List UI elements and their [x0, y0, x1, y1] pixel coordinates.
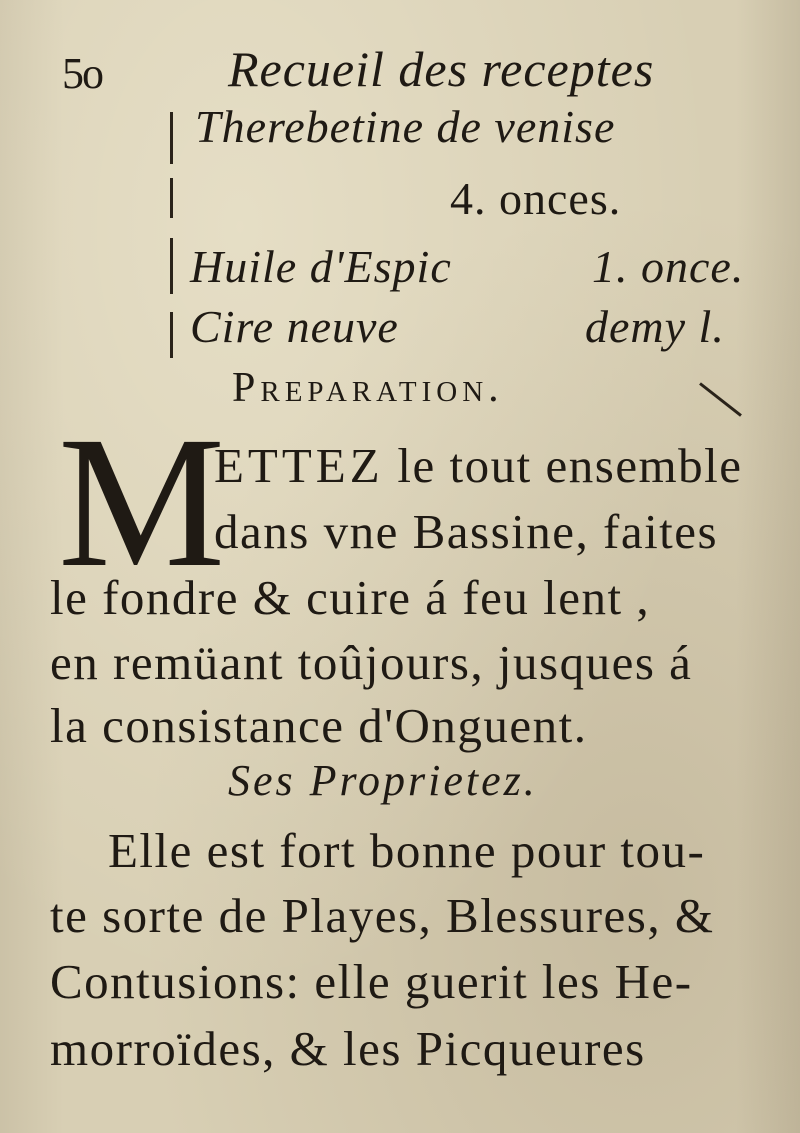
body-line: Elle est fort bonne pour tou- — [108, 823, 706, 878]
body-line: morroïdes, & les Picqueures — [50, 1021, 646, 1076]
ingredient-name: Cire neuve — [190, 301, 399, 352]
drop-cap: M — [58, 397, 226, 606]
ingredient-name: Huile d'Espic — [190, 241, 452, 292]
ingredient-bracket — [170, 112, 173, 164]
line-text: le tout ensemble — [397, 438, 743, 493]
body-line: te sorte de Playes, Blessures, & — [50, 888, 715, 943]
body-line: le fondre & cuire á feu lent , — [50, 570, 651, 625]
ingredient-quantity: 1. once. — [592, 241, 745, 292]
preparation-heading: Preparation. — [232, 365, 504, 411]
ingredient-name: Therebetine de venise — [195, 101, 616, 152]
ingredient-bracket — [170, 178, 173, 218]
ingredient-quantity: 4. onces. — [450, 173, 622, 224]
body-line: dans vne Bassine, faites — [214, 504, 719, 559]
body-line — [214, 437, 743, 494]
page-number: 5o — [62, 49, 102, 98]
ingredient-bracket — [170, 238, 173, 294]
ingredient-quantity: demy l. — [585, 301, 725, 352]
properties-heading: Ses Proprietez. — [228, 756, 538, 805]
body-line: la consistance d'Onguent. — [50, 698, 588, 753]
first-word: ETTEZ — [214, 438, 384, 493]
decorative-stroke — [699, 382, 742, 416]
ingredient-bracket — [170, 312, 173, 358]
body-line: en remüant toûjours, jusques á — [50, 635, 693, 690]
running-head: Recueil des receptes — [228, 41, 655, 97]
body-line: Contusions: elle guerit les He- — [50, 954, 693, 1009]
